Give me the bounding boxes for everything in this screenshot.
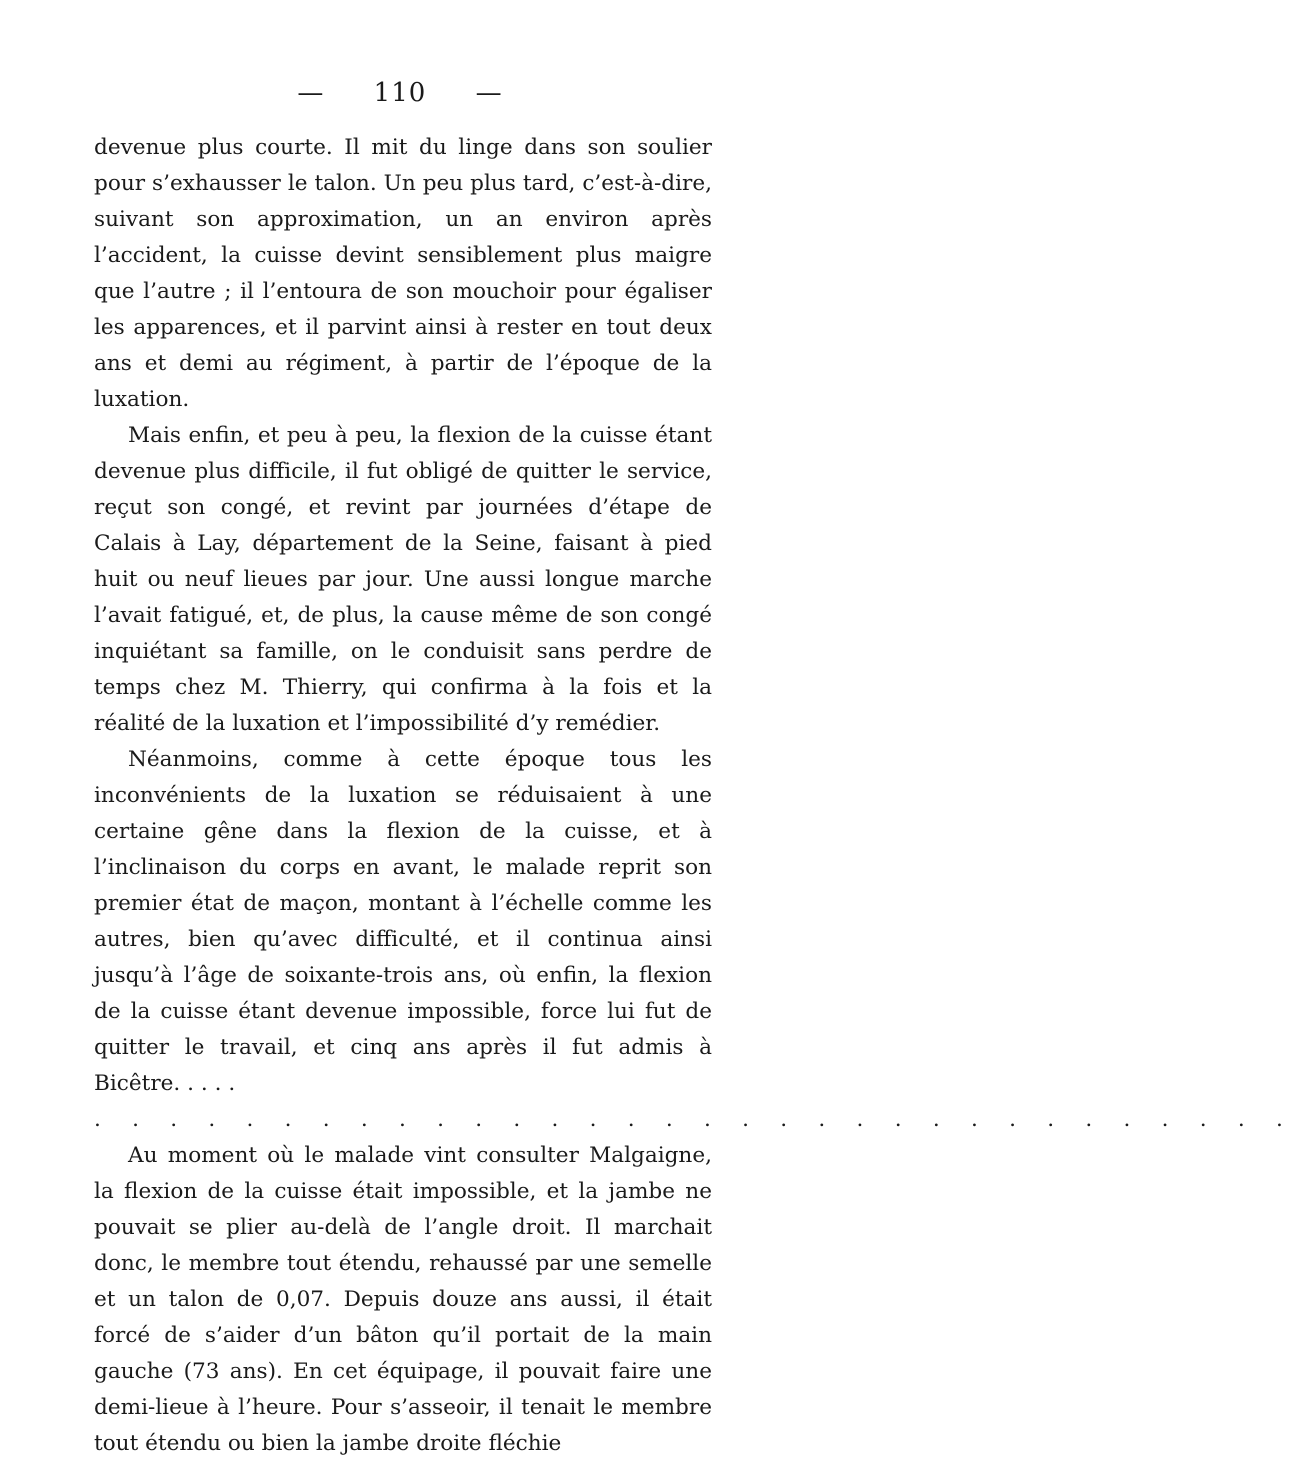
ellipsis-separator: . . . . . . . . . . . . . . . . . . . . . . . . . . . . . . . . <box>94 1107 1295 1132</box>
page-number: 110 <box>373 78 427 108</box>
header-dash-left: — <box>297 78 325 108</box>
body-text <box>94 130 1295 1462</box>
paragraph-1: devenue plus courte. Il mit du linge dans son soulier pour s’exhausser le talon. Un peu plus tard, c’est-à-dire, suivant son approximation, un an environ après l’accident, la cuisse devint sensiblement plus maigre que l’autre ; il l’entoura de son mouchoir pour égaliser les apparences, et il parvint ainsi à rester en tout deux ans et demi au régiment, à partir de l’époque de la luxation. <box>94 135 712 412</box>
page-header <box>0 78 800 108</box>
header-dash-right: — <box>475 78 503 108</box>
paragraph-2: Mais enfin, et peu à peu, la flexion de la cuisse étant devenue plus difficile, il fut obligé de quitter le service, reçut son congé, et revint par journées d’étape de Calais à Lay, département de la Seine, faisant à pied huit ou neuf lieues par jour. Une aussi longue marche l’avait fatigué, et, de plus, la cause même de son congé inquiétant sa famille, on le conduisit sans perdre de temps chez M. Thierry, qui confirma à la fois et la réalité de la luxation et l’impossibilité d’y remédier. <box>94 423 712 736</box>
paragraph-4: Au moment où le malade vint consulter Malgaigne, la flexion de la cuisse était impossible, et la jambe ne pouvait se plier au-delà de l’angle droit. Il marchait donc, le membre tout étendu, rehaussé par une semelle et un talon de 0,07. Depuis douze ans aussi, il était forcé de s’aider d’un bâton qu’il portait de la main gauche (73 ans). En cet équipage, il pouvait faire une demi-lieue à l’heure. Pour s’asseoir, il tenait le membre tout étendu ou bien la jambe droite fléchie <box>94 1143 712 1456</box>
paragraph-3: Néanmoins, comme à cette époque tous les inconvénients de la luxation se réduisaient à une certaine gêne dans la flexion de la cuisse, et à l’inclinaison du corps en avant, le malade reprit son premier état de maçon, montant à l’échelle comme les autres, bien qu’avec difficulté, et il continua ainsi jusqu’à l’âge de soixante-trois ans, où enfin, la flexion de la cuisse étant devenue impossible, force lui fut de quitter le travail, et cinq ans après il fut admis à Bicêtre. . . . . <box>94 747 712 1096</box>
